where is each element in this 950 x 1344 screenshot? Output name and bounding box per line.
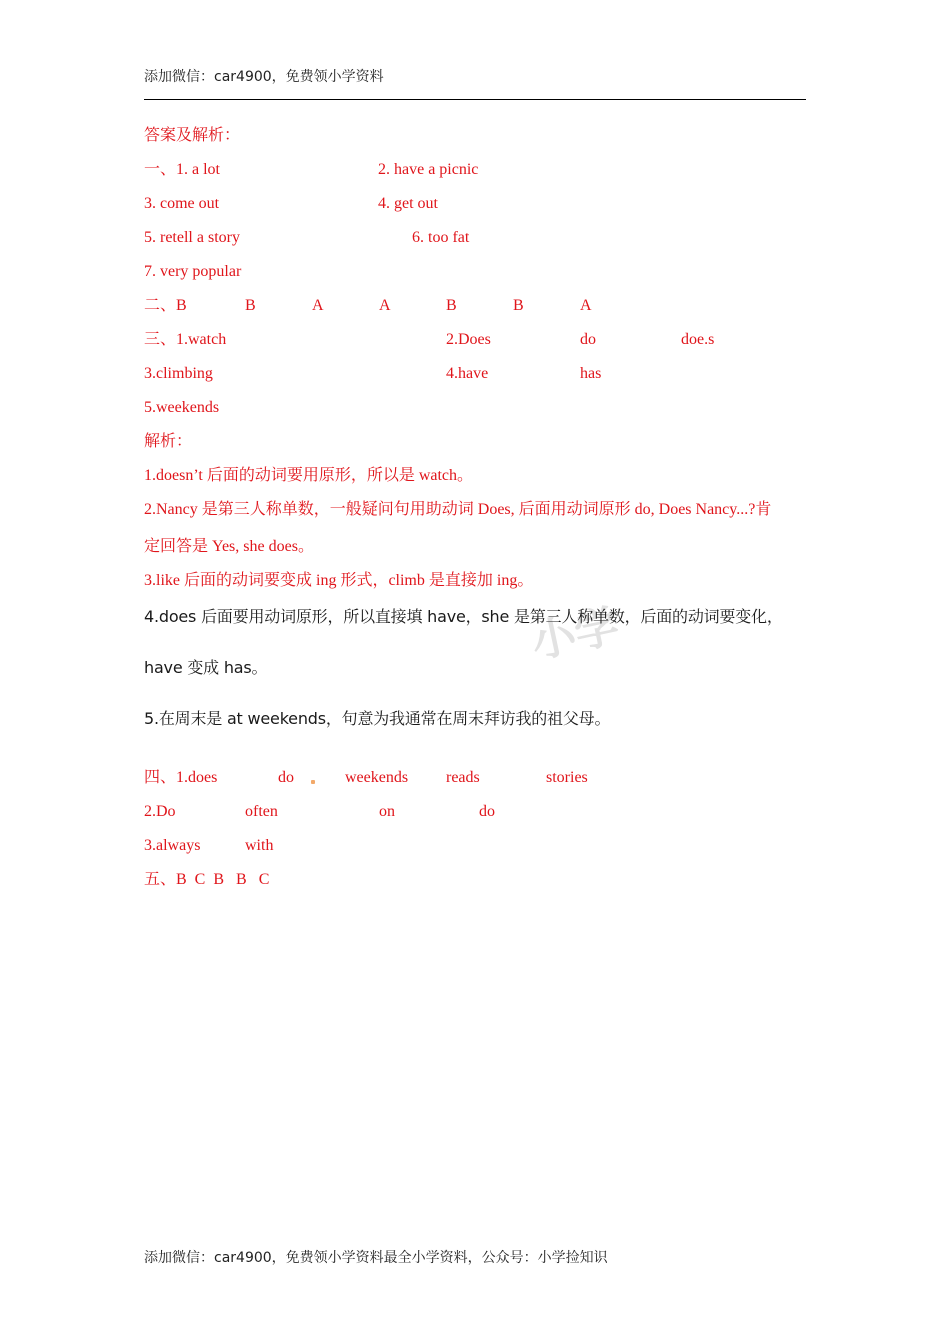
analysis-item: 定回答是 Yes, she does。 (144, 538, 314, 555)
s4-item: with (245, 837, 274, 854)
s3-item: 5.weekends (144, 399, 220, 416)
s4-item: 四、1.does (144, 769, 218, 786)
s1-item-2: 2. have a picnic (378, 161, 479, 178)
s2-prefix: 二、B (144, 297, 187, 314)
header-divider (144, 99, 806, 100)
page-footer: 添加微信：car4900，免费领小学资料最全小学资料，公众号：小学捡知识 (144, 1250, 608, 1266)
s4-item: 3.always (144, 837, 201, 854)
s1-item-1: 一、1. a lot (144, 161, 220, 178)
s1-item-5: 5. retell a story (144, 229, 240, 246)
s3-item: 4.have (446, 365, 489, 382)
s1-item-4: 4. get out (378, 195, 438, 212)
s5-answers: 五、B C B B C (144, 871, 270, 888)
analysis-image-line: have 变成 has。 (144, 658, 268, 677)
decorative-dot (311, 780, 315, 784)
s3-item: has (580, 365, 602, 382)
s3-item: 三、1.watch (144, 331, 227, 348)
s2-answer: B (446, 297, 457, 314)
s4-item: on (379, 803, 395, 820)
analysis-item: 1.doesn’t 后面的动词要用原形，所以是 watch。 (144, 467, 474, 484)
s4-item: 2.Do (144, 803, 176, 820)
s1-item-6: 6. too fat (412, 229, 470, 246)
s4-item: stories (546, 769, 588, 786)
analysis-item: 3.like 后面的动词要变成 ing 形式，climb 是直接加 ing。 (144, 572, 534, 589)
s4-item: often (245, 803, 278, 820)
s2-answer: A (580, 297, 592, 314)
s4-item: do (479, 803, 495, 820)
s3-item: 3.climbing (144, 365, 213, 382)
s4-item: reads (446, 769, 480, 786)
s3-item: doe.s (681, 331, 715, 348)
watermark: 小学 (527, 600, 624, 669)
s4-item: weekends (345, 769, 409, 786)
s2-answer: A (312, 297, 324, 314)
analysis-image-line: 4.does 后面要用动词原形，所以直接填 have，she 是第三人称单数，后面的动词要变化， (144, 607, 783, 626)
s2-answer: A (379, 297, 391, 314)
s4-item: do (278, 769, 294, 786)
s2-answer: B (245, 297, 256, 314)
s1-item-3: 3. come out (144, 195, 220, 212)
analysis-image-line: 5.在周末是 at weekends，句意为我通常在周末拜访我的祖父母。 (144, 709, 611, 728)
s3-item: 2.Does (446, 331, 491, 348)
analysis-item: 2.Nancy 是第三人称单数，一般疑问句用助动词 Does, 后面用动词原形 do, Does Nancy...?肯 (144, 501, 772, 518)
answers-title: 答案及解析： (144, 127, 241, 144)
page-header: 添加微信：car4900，免费领小学资料 (144, 69, 384, 85)
s3-item: do (580, 331, 596, 348)
s2-answer: B (513, 297, 524, 314)
analysis-heading: 解析： (144, 433, 193, 450)
s1-item-7: 7. very popular (144, 263, 242, 280)
